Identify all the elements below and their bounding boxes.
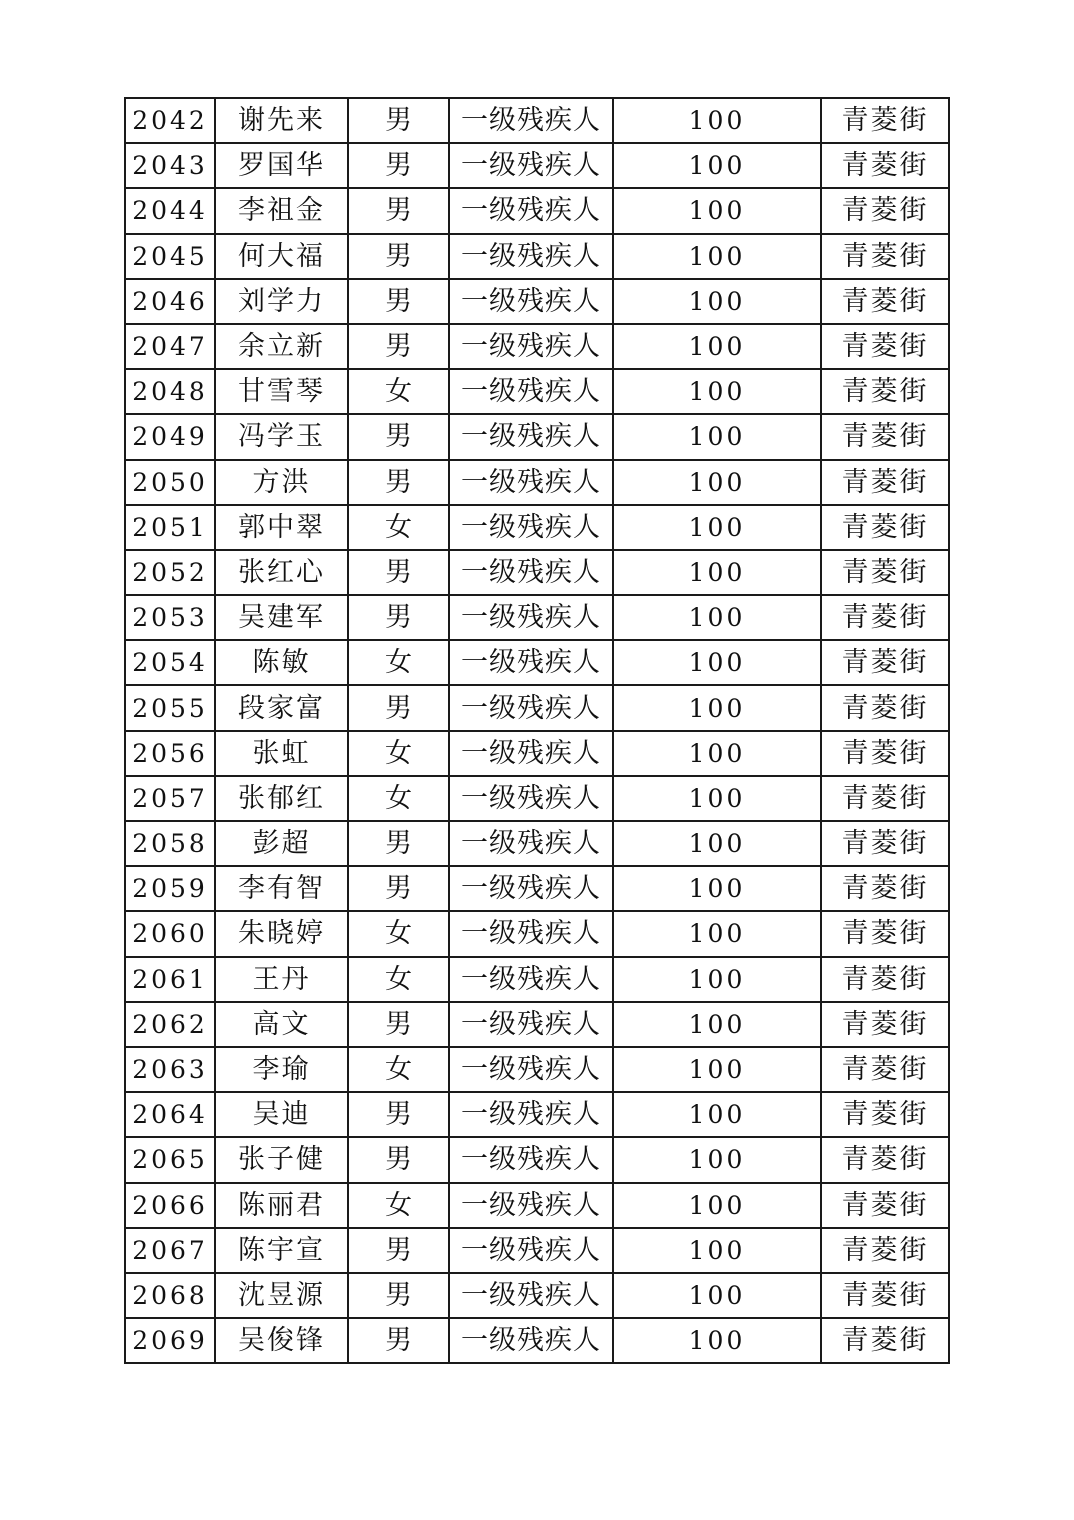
cell-disability-level: 一级残疾人 (449, 505, 613, 550)
cell-disability-level: 一级残疾人 (449, 460, 613, 505)
cell-name: 吴俊锋 (215, 1318, 348, 1363)
cell-gender: 男 (348, 188, 449, 233)
cell-name: 甘雪琴 (215, 369, 348, 414)
cell-disability-level: 一级残疾人 (449, 957, 613, 1002)
cell-gender: 男 (348, 143, 449, 188)
cell-gender: 男 (348, 1137, 449, 1182)
cell-gender: 男 (348, 234, 449, 279)
cell-gender: 男 (348, 821, 449, 866)
cell-street: 青菱街 (821, 1228, 949, 1273)
cell-serial-number: 2056 (125, 731, 215, 776)
cell-serial-number: 2044 (125, 188, 215, 233)
cell-gender: 男 (348, 1273, 449, 1318)
cell-serial-number: 2048 (125, 369, 215, 414)
cell-amount: 100 (613, 866, 821, 911)
cell-name: 李祖金 (215, 188, 348, 233)
cell-gender: 男 (348, 685, 449, 730)
cell-amount: 100 (613, 1137, 821, 1182)
cell-gender: 女 (348, 957, 449, 1002)
cell-serial-number: 2046 (125, 279, 215, 324)
cell-name: 张红心 (215, 550, 348, 595)
cell-serial-number: 2061 (125, 957, 215, 1002)
cell-disability-level: 一级残疾人 (449, 324, 613, 369)
cell-amount: 100 (613, 324, 821, 369)
cell-street: 青菱街 (821, 1092, 949, 1137)
cell-amount: 100 (613, 776, 821, 821)
cell-amount: 100 (613, 1228, 821, 1273)
cell-amount: 100 (613, 957, 821, 1002)
cell-name: 罗国华 (215, 143, 348, 188)
cell-street: 青菱街 (821, 821, 949, 866)
cell-amount: 100 (613, 460, 821, 505)
cell-name: 余立新 (215, 324, 348, 369)
cell-name: 张虹 (215, 731, 348, 776)
cell-serial-number: 2049 (125, 414, 215, 459)
cell-name: 李瑜 (215, 1047, 348, 1092)
cell-street: 青菱街 (821, 324, 949, 369)
cell-street: 青菱街 (821, 1273, 949, 1318)
cell-serial-number: 2068 (125, 1273, 215, 1318)
cell-amount: 100 (613, 369, 821, 414)
cell-gender: 男 (348, 550, 449, 595)
cell-amount: 100 (613, 234, 821, 279)
cell-amount: 100 (613, 98, 821, 143)
cell-disability-level: 一级残疾人 (449, 731, 613, 776)
cell-amount: 100 (613, 188, 821, 233)
cell-gender: 女 (348, 640, 449, 685)
cell-amount: 100 (613, 1273, 821, 1318)
cell-amount: 100 (613, 731, 821, 776)
table-row (125, 640, 949, 685)
cell-name: 陈宇宣 (215, 1228, 348, 1273)
cell-street: 青菱街 (821, 279, 949, 324)
cell-serial-number: 2042 (125, 98, 215, 143)
cell-street: 青菱街 (821, 188, 949, 233)
cell-amount: 100 (613, 414, 821, 459)
cell-amount: 100 (613, 1183, 821, 1228)
cell-serial-number: 2065 (125, 1137, 215, 1182)
cell-disability-level: 一级残疾人 (449, 188, 613, 233)
cell-gender: 男 (348, 1092, 449, 1137)
table-row (125, 595, 949, 640)
cell-street: 青菱街 (821, 1318, 949, 1363)
cell-amount: 100 (613, 505, 821, 550)
cell-disability-level: 一级残疾人 (449, 685, 613, 730)
cell-disability-level: 一级残疾人 (449, 911, 613, 956)
cell-disability-level: 一级残疾人 (449, 595, 613, 640)
table-row (125, 550, 949, 595)
cell-name: 刘学力 (215, 279, 348, 324)
cell-name: 郭中翠 (215, 505, 348, 550)
cell-serial-number: 2066 (125, 1183, 215, 1228)
cell-street: 青菱街 (821, 460, 949, 505)
cell-gender: 男 (348, 866, 449, 911)
cell-gender: 男 (348, 324, 449, 369)
cell-name: 李有智 (215, 866, 348, 911)
cell-street: 青菱街 (821, 143, 949, 188)
cell-disability-level: 一级残疾人 (449, 1092, 613, 1137)
cell-disability-level: 一级残疾人 (449, 1137, 613, 1182)
cell-amount: 100 (613, 550, 821, 595)
cell-gender: 男 (348, 98, 449, 143)
cell-disability-level: 一级残疾人 (449, 866, 613, 911)
table-row (125, 98, 949, 143)
cell-disability-level: 一级残疾人 (449, 279, 613, 324)
cell-name: 王丹 (215, 957, 348, 1002)
cell-street: 青菱街 (821, 640, 949, 685)
cell-name: 段家富 (215, 685, 348, 730)
cell-amount: 100 (613, 1092, 821, 1137)
cell-amount: 100 (613, 143, 821, 188)
table-row (125, 911, 949, 956)
cell-serial-number: 2059 (125, 866, 215, 911)
table-row (125, 685, 949, 730)
cell-gender: 女 (348, 369, 449, 414)
cell-name: 高文 (215, 1002, 348, 1047)
cell-name: 吴建军 (215, 595, 348, 640)
cell-street: 青菱街 (821, 98, 949, 143)
table-row (125, 324, 949, 369)
table-row (125, 234, 949, 279)
cell-street: 青菱街 (821, 1002, 949, 1047)
table-row (125, 1273, 949, 1318)
cell-serial-number: 2050 (125, 460, 215, 505)
cell-amount: 100 (613, 640, 821, 685)
cell-name: 张子健 (215, 1137, 348, 1182)
recipient-table (124, 97, 950, 1364)
cell-street: 青菱街 (821, 414, 949, 459)
cell-serial-number: 2043 (125, 143, 215, 188)
cell-serial-number: 2064 (125, 1092, 215, 1137)
cell-gender: 女 (348, 911, 449, 956)
cell-serial-number: 2067 (125, 1228, 215, 1273)
table-row (125, 279, 949, 324)
cell-serial-number: 2052 (125, 550, 215, 595)
cell-gender: 女 (348, 731, 449, 776)
cell-serial-number: 2062 (125, 1002, 215, 1047)
cell-name: 朱晓婷 (215, 911, 348, 956)
cell-amount: 100 (613, 1002, 821, 1047)
cell-disability-level: 一级残疾人 (449, 414, 613, 459)
cell-street: 青菱街 (821, 550, 949, 595)
cell-amount: 100 (613, 911, 821, 956)
table-row (125, 1092, 949, 1137)
cell-serial-number: 2051 (125, 505, 215, 550)
cell-amount: 100 (613, 595, 821, 640)
cell-disability-level: 一级残疾人 (449, 550, 613, 595)
cell-disability-level: 一级残疾人 (449, 1273, 613, 1318)
cell-serial-number: 2060 (125, 911, 215, 956)
cell-serial-number: 2047 (125, 324, 215, 369)
table-row (125, 505, 949, 550)
cell-serial-number: 2045 (125, 234, 215, 279)
cell-gender: 女 (348, 1183, 449, 1228)
cell-serial-number: 2063 (125, 1047, 215, 1092)
cell-gender: 女 (348, 1047, 449, 1092)
cell-street: 青菱街 (821, 234, 949, 279)
cell-disability-level: 一级残疾人 (449, 143, 613, 188)
cell-street: 青菱街 (821, 1183, 949, 1228)
cell-amount: 100 (613, 1047, 821, 1092)
cell-disability-level: 一级残疾人 (449, 98, 613, 143)
cell-serial-number: 2054 (125, 640, 215, 685)
table-row (125, 776, 949, 821)
table-row (125, 143, 949, 188)
table-row (125, 731, 949, 776)
cell-name: 沈昱源 (215, 1273, 348, 1318)
cell-street: 青菱街 (821, 731, 949, 776)
table-row (125, 1318, 949, 1363)
table-row (125, 460, 949, 505)
cell-name: 冯学玉 (215, 414, 348, 459)
cell-gender: 女 (348, 776, 449, 821)
cell-street: 青菱街 (821, 505, 949, 550)
cell-gender: 男 (348, 1318, 449, 1363)
cell-serial-number: 2057 (125, 776, 215, 821)
table-row (125, 821, 949, 866)
table-row (125, 1047, 949, 1092)
table-row (125, 369, 949, 414)
cell-gender: 男 (348, 414, 449, 459)
cell-name: 陈丽君 (215, 1183, 348, 1228)
cell-street: 青菱街 (821, 369, 949, 414)
cell-street: 青菱街 (821, 595, 949, 640)
cell-serial-number: 2069 (125, 1318, 215, 1363)
cell-street: 青菱街 (821, 957, 949, 1002)
cell-gender: 女 (348, 505, 449, 550)
cell-disability-level: 一级残疾人 (449, 1318, 613, 1363)
cell-disability-level: 一级残疾人 (449, 776, 613, 821)
cell-name: 何大福 (215, 234, 348, 279)
cell-street: 青菱街 (821, 866, 949, 911)
table-row (125, 1137, 949, 1182)
cell-name: 谢先来 (215, 98, 348, 143)
cell-amount: 100 (613, 821, 821, 866)
table-row (125, 188, 949, 233)
cell-serial-number: 2053 (125, 595, 215, 640)
cell-disability-level: 一级残疾人 (449, 821, 613, 866)
cell-disability-level: 一级残疾人 (449, 1183, 613, 1228)
cell-disability-level: 一级残疾人 (449, 369, 613, 414)
cell-gender: 男 (348, 460, 449, 505)
cell-amount: 100 (613, 685, 821, 730)
cell-name: 彭超 (215, 821, 348, 866)
cell-gender: 男 (348, 279, 449, 324)
cell-disability-level: 一级残疾人 (449, 1047, 613, 1092)
cell-amount: 100 (613, 279, 821, 324)
cell-amount: 100 (613, 1318, 821, 1363)
table-row (125, 414, 949, 459)
cell-disability-level: 一级残疾人 (449, 640, 613, 685)
cell-name: 陈敏 (215, 640, 348, 685)
table-row (125, 1002, 949, 1047)
cell-street: 青菱街 (821, 685, 949, 730)
table-body (125, 98, 949, 1363)
table-row (125, 1183, 949, 1228)
cell-serial-number: 2058 (125, 821, 215, 866)
table-row (125, 1228, 949, 1273)
table-row (125, 866, 949, 911)
cell-gender: 男 (348, 1228, 449, 1273)
table-row (125, 957, 949, 1002)
cell-gender: 男 (348, 1002, 449, 1047)
cell-street: 青菱街 (821, 1047, 949, 1092)
cell-name: 吴迪 (215, 1092, 348, 1137)
cell-name: 方洪 (215, 460, 348, 505)
cell-name: 张郁红 (215, 776, 348, 821)
cell-gender: 男 (348, 595, 449, 640)
cell-street: 青菱街 (821, 911, 949, 956)
cell-disability-level: 一级残疾人 (449, 1228, 613, 1273)
cell-disability-level: 一级残疾人 (449, 1002, 613, 1047)
cell-street: 青菱街 (821, 1137, 949, 1182)
cell-serial-number: 2055 (125, 685, 215, 730)
cell-disability-level: 一级残疾人 (449, 234, 613, 279)
cell-street: 青菱街 (821, 776, 949, 821)
